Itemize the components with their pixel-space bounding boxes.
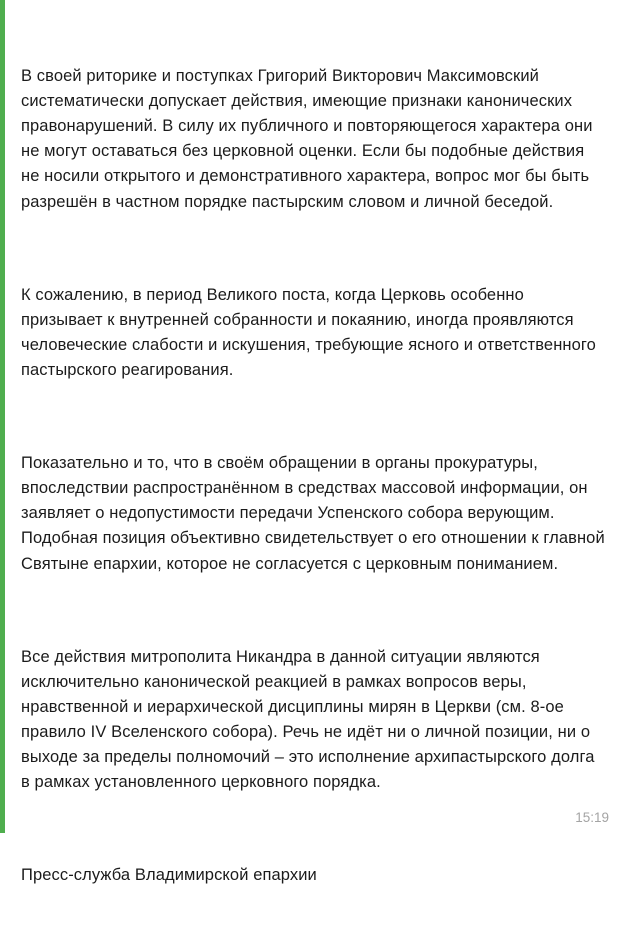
message-body xyxy=(21,14,610,939)
message-meta xyxy=(575,810,609,825)
message-paragraph: В своей риторике и поступках Григорий Викторович Максимовский систематически допускает действия, имеющие признаки канонических правонарушений. В силу их публичного и повторяющегося характера они не могут оставаться без церковной оценки. Если бы подобные действия не носили открытого и демонстративного характера, вопрос мог бы быть разрешён в частном порядке пастырским словом и личной беседой. xyxy=(21,67,598,211)
message-paragraph: Все действия митрополита Никандра в данной ситуации являются исключительно канонической реакцией в рамках вопросов веры, нравственной и иерархической дисциплины мирян в Церкви (см. 8-ое правило IV Вселенского собора). Речь не идёт ни о личной позиции, ни о выходе за пределы полномочий – это исполнение архипастырского долга в рамках установленного церковного порядка. xyxy=(21,647,600,792)
message-signature: Пресс-служба Владимирской епархии xyxy=(21,866,317,885)
message-paragraph: К сожалению, в период Великого поста, когда Церковь особенно призывает к внутренней собранности и покаянию, иногда проявляются человеческие слабости и искушения, требующие ясного и ответственного пастырского реагирования. xyxy=(21,285,601,380)
message-timestamp: 15:19 xyxy=(575,810,609,825)
message-paragraph: Показательно и то, что в своём обращении в органы прокуратуры, впоследствии распространённом в средствах массовой информации, он заявляет о недопустимости передачи Успенского собора верующим. Подобная позиция объективно свидетельствует о его отношении к главной Святыне епархии, которое не согласуется с церковным пониманием. xyxy=(21,454,610,573)
